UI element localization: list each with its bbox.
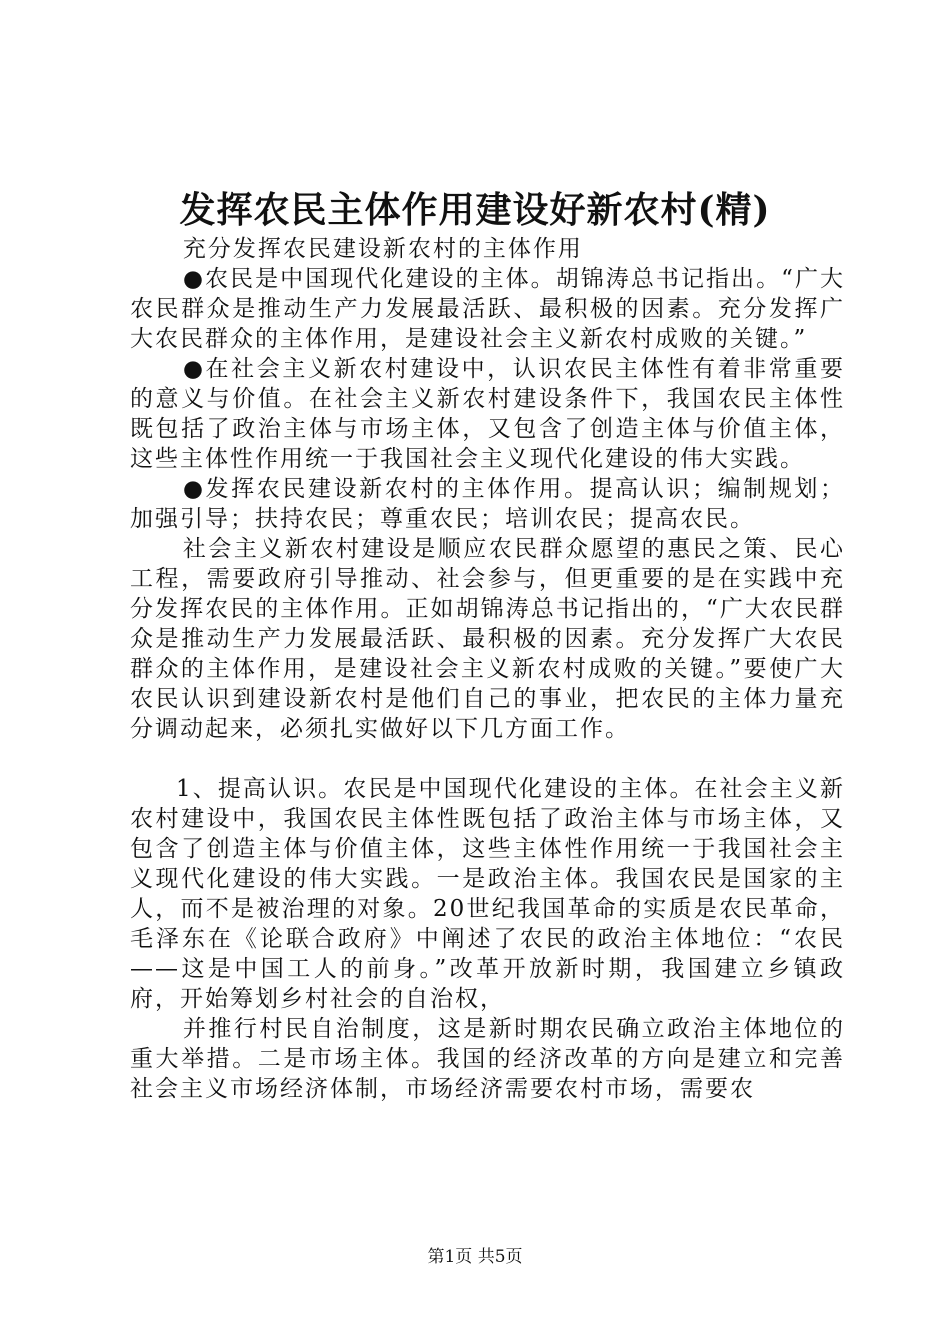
page-footer: 第1页 共5页 xyxy=(427,1247,523,1267)
paragraph-subheading: 充分发挥农民建设新农村的主体作用 xyxy=(182,236,583,262)
document-title: 发挥农民主体作用建设好新农村(精) xyxy=(179,189,771,231)
paragraph-continuation: 并推行村民自治制度，这是新时期农民确立政治主体地位的重大举措。二是市场主体。我国的经济改革的方向是建立和完善社会主义市场经济体制，市场经济需要农村市场，需要农 xyxy=(130,1016,845,1102)
document-body xyxy=(130,234,845,1104)
paragraph-bullet-3: ●发挥农民建设新农村的主体作用。提高认识；编制规划；加强引导；扶持农民；尊重农民；培训农民；提高农民。 xyxy=(130,476,845,532)
paragraph-section-1: 1、提高认识。农民是中国现代化建设的主体。在社会主义新农村建设中，我国农民主体性既包括了政治主体与市场主体，又包含了创造主体与价值主体，这些主体性作用统一于我国社会主义现代化建设的伟大实践。一是政治主体。我国农民是国家的主人，而不是被治理的对象。20世纪我国革命的实质是农民革命，毛泽东在《论联合政府》中阐述了农民的政治主体地位：“农民——这是中国工人的前身。”改革开放新时期，我国建立乡镇政府，开始筹划乡村社会的自治权， xyxy=(130,776,845,1012)
paragraph-bullet-1: ●农民是中国现代化建设的主体。胡锦涛总书记指出。“广大农民群众是推动生产力发展最活跃、最积极的因素。充分发挥广大农民群众的主体作用，是建设社会主义新农村成败的关键。” xyxy=(130,266,845,352)
paragraph-intro: 社会主义新农村建设是顺应农民群众愿望的惠民之策、民心工程，需要政府引导推动、社会参与，但更重要的是在实践中充分发挥农民的主体作用。正如胡锦涛总书记指出的，“广大农民群众是推动生产力发展最活跃、最积极的因素。充分发挥广大农民群众的主体作用，是建设社会主义新农村成败的关键。”要使广大农民认识到建设新农村是他们自己的事业，把农民的主体力量充分调动起来，必须扎实做好以下几方面工作。 xyxy=(130,536,845,742)
paragraph-bullet-2: ●在社会主义新农村建设中，认识农民主体性有着非常重要的意义与价值。在社会主义新农村建设条件下，我国农民主体性既包括了政治主体与市场主体，又包含了创造主体与价值主体，这些主体性作用统一于我国社会主义现代化建设的伟大实践。 xyxy=(130,356,845,472)
paragraph-spacer xyxy=(130,744,845,774)
